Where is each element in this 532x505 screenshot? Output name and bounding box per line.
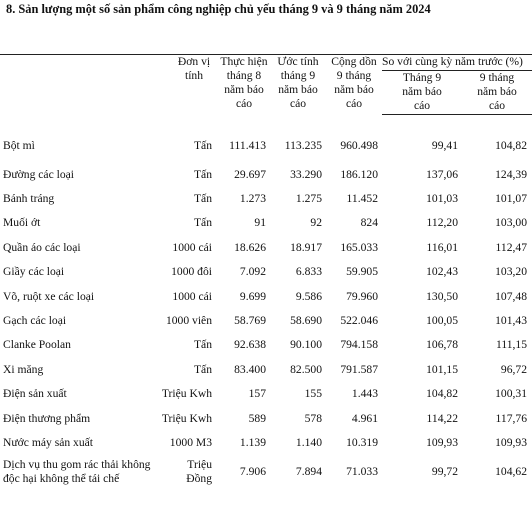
actual-cell: 7.906 [239,465,266,479]
cumulative-cell: 960.498 [340,138,378,152]
actual-cell: 157 [248,387,266,401]
estimate-cell: 155 [304,387,322,401]
cumulative-cell: 794.158 [340,338,378,352]
product-name-cell: Muối ớt [3,216,41,230]
product-name-cell: Đường các loại [3,167,75,181]
month9-percent-cell: 101,03 [426,192,458,206]
table-row [0,431,532,455]
cumulative-cell: 79.960 [346,289,378,303]
month9-percent-cell: 99,41 [431,138,458,152]
table-row [0,406,532,430]
nine-months-percent-cell: 109,93 [495,435,527,449]
month9-percent-cell: 104,82 [426,387,458,401]
estimate-cell: 82.500 [290,362,322,376]
cumulative-cell: 522.046 [340,314,378,328]
table-row [0,455,532,489]
estimate-cell: 58.690 [290,314,322,328]
table-row [0,115,532,163]
header-unit: Đơn vị tính [160,55,218,115]
unit-cell: Tấn [193,338,212,352]
month9-percent-cell: 130,50 [426,289,458,303]
nine-months-percent-cell: 112,47 [495,240,527,254]
nine-months-percent-cell: 103,20 [495,265,527,279]
cumulative-cell: 824 [360,216,378,230]
table-row [0,236,532,260]
month9-percent-cell: 100,05 [426,314,458,328]
unit-cell: 1000 viên [165,314,212,328]
month9-percent-cell: 112,20 [426,216,458,230]
header-estimate: Ước tính tháng 9 năm báo cáo [270,55,326,115]
nine-months-percent-cell: 104,82 [495,138,527,152]
actual-cell: 18.626 [234,240,266,254]
unit-cell: 1000 cái [172,289,212,303]
actual-cell: 1.139 [239,435,266,449]
header-prev-year-group: So với cùng kỳ năm trước (%) [382,55,532,72]
cumulative-cell: 1.443 [351,387,378,401]
header-month9: Tháng 9 năm báo cáo [382,71,462,115]
month9-percent-cell: 137,06 [426,167,458,181]
cumulative-cell: 59.905 [346,265,378,279]
cumulative-cell: 11.452 [346,192,378,206]
month9-percent-cell: 106,78 [426,338,458,352]
unit-cell: Tấn [193,167,212,181]
estimate-cell: 578 [304,411,322,425]
actual-cell: 91 [254,216,266,230]
table-row [0,211,532,235]
table-row [0,382,532,406]
header-product [0,55,160,115]
month9-percent-cell: 109,93 [426,435,458,449]
estimate-cell: 90.100 [290,338,322,352]
nine-months-percent-cell: 96,72 [500,362,527,376]
table-row [0,309,532,333]
header-nine-months: 9 tháng năm báo cáo [462,71,532,115]
estimate-cell: 18.917 [290,240,322,254]
header-cumulative: Cộng dồn 9 tháng năm báo cáo [326,55,382,115]
product-name-cell: Nước máy sản xuất [3,435,94,449]
product-name-cell: Bánh tráng [3,192,55,206]
actual-cell: 7.092 [239,265,266,279]
document-title: 8. Sản lượng một số sản phẩm công nghiệp chủ yếu tháng 9 và 9 tháng năm 2024 [6,2,431,16]
table-row [0,187,532,211]
product-name-cell: Giầy các loại [3,265,65,279]
estimate-cell: 9.586 [295,289,322,303]
actual-cell: 1.273 [239,192,266,206]
table-row [0,358,532,382]
actual-cell: 9.699 [239,289,266,303]
estimate-cell: 113.235 [284,138,322,152]
unit-cell: 1000 cái [172,240,212,254]
cumulative-cell: 165.033 [340,240,378,254]
product-name-cell: Điện sản xuất [3,387,67,401]
estimate-cell: 7.894 [295,465,322,479]
product-name-cell: Bột mì [3,138,35,152]
table-row [0,163,532,187]
nine-months-percent-cell: 101,43 [495,314,527,328]
unit-cell: 1000 M3 [169,435,212,449]
estimate-cell: 33.290 [290,167,322,181]
product-name-cell: Clanke Poolan [3,338,71,352]
product-name-cell: Xi măng [3,362,44,376]
nine-months-percent-cell: 107,48 [495,289,527,303]
actual-cell: 92.638 [234,338,266,352]
table-row [0,284,532,308]
unit-cell: Triệu Đồng [186,458,212,486]
cumulative-cell: 791.587 [340,362,378,376]
nine-months-percent-cell: 103,00 [495,216,527,230]
production-table [0,54,532,489]
cumulative-cell: 10.319 [346,435,378,449]
estimate-cell: 1.275 [295,192,322,206]
unit-cell: 1000 đôi [171,265,212,279]
nine-months-percent-cell: 101,07 [495,192,527,206]
nine-months-percent-cell: 104,62 [495,465,527,479]
unit-cell: Tấn [193,362,212,376]
product-name-cell: Quần áo các loại [3,240,81,254]
nine-months-percent-cell: 124,39 [495,167,527,181]
cumulative-cell: 71.033 [346,465,378,479]
month9-percent-cell: 114,22 [426,411,458,425]
unit-cell: Tấn [193,192,212,206]
nine-months-percent-cell: 117,76 [495,411,527,425]
unit-cell: Tấn [193,138,212,152]
month9-percent-cell: 99,72 [431,465,458,479]
month9-percent-cell: 102,43 [426,265,458,279]
nine-months-percent-cell: 111,15 [495,338,527,352]
cumulative-cell: 4.961 [351,411,378,425]
product-name-cell: Dịch vụ thu gom rác thải không độc hại không thể tái chế [3,458,151,486]
actual-cell: 58.769 [234,314,266,328]
product-name-cell: Gạch các loại [3,314,67,328]
header-actual: Thực hiện tháng 8 năm báo cáo [218,55,270,115]
table-row [0,333,532,357]
month9-percent-cell: 116,01 [426,240,458,254]
estimate-cell: 92 [310,216,322,230]
estimate-cell: 1.140 [295,435,322,449]
product-name-cell: Võ, ruột xe các loại [3,289,95,303]
nine-months-percent-cell: 100,31 [495,387,527,401]
actual-cell: 589 [248,411,266,425]
estimate-cell: 6.833 [295,265,322,279]
cumulative-cell: 186.120 [340,167,378,181]
actual-cell: 83.400 [234,362,266,376]
actual-cell: 111.413 [229,138,266,152]
month9-percent-cell: 101,15 [426,362,458,376]
unit-cell: Triệu Kwh [161,411,212,425]
unit-cell: Tấn [193,216,212,230]
unit-cell: Triệu Kwh [161,387,212,401]
table-row [0,260,532,284]
actual-cell: 29.697 [234,167,266,181]
product-name-cell: Điện thương phẩm [3,411,91,425]
